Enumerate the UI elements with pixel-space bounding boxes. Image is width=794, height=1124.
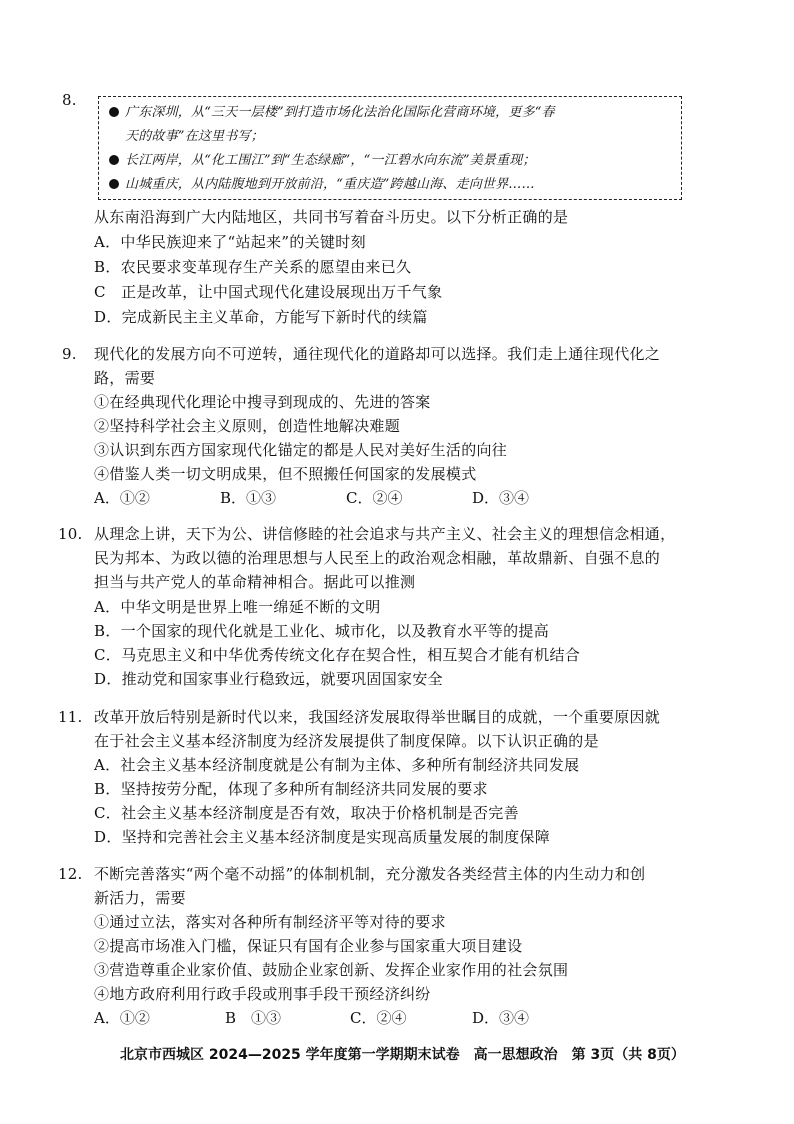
question-12-item-2: ②提高市场准入门槛，保证只有国有企业参与国家重大项目建设 [94,937,523,955]
question-9-stem-line-1: 现代化的发展方向不可逆转，通往现代化的道路却可以选择。我们走上通往现代化之 [94,345,661,363]
question-8-stem: 从东南沿海到广大内陆地区，共同书写着奋斗历史。以下分析正确的是 [94,208,569,226]
question-9-item-1: ①在经典现代化理论中搜寻到现成的、先进的答案 [94,393,431,411]
question-12-option-c: C．②④ [350,1009,407,1027]
bullet-dot-icon [109,107,119,117]
question-10-option-b: B．一个国家的现代化就是工业化、城市化，以及教育水平等的提高 [94,622,550,640]
question-8-material-box [98,96,682,200]
question-10-option-c: C．马克思主义和中华优秀传统文化存在契合性，相互契合才能有机结合 [94,646,581,664]
question-9-stem-line-2: 路，需要 [94,369,156,387]
question-12-stem-line-2: 新活力，需要 [94,889,186,907]
question-9-item-2: ②坚持科学社会主义原则，创造性地解决难题 [94,417,401,435]
question-12-item-3: ③营造尊重企业家价值、鼓励企业家创新、发挥企业家作用的社会氛围 [94,961,569,979]
material-bullet-1-cont: 天的故事”在这里书写； [125,129,264,144]
question-11-stem-line-1: 改革开放后特别是新时代以来，我国经济发展取得举世瞩目的成就，一个重要原因就 [94,708,661,726]
question-11-option-d: D．坚持和完善社会主义基本经济制度是实现高质量发展的制度保障 [94,828,551,846]
question-10-stem-line-2: 民为邦本、为政以德的治理思想与人民至上的政治观念相融，革故鼎新、自强不息的 [94,549,661,567]
question-9-item-4: ④借鉴人类一切文明成果，但不照搬任何国家的发展模式 [94,465,477,483]
question-12-option-a: A．①② [94,1009,150,1027]
question-11-option-c: C．社会主义基本经济制度是否有效，取决于价格机制是否完善 [94,804,519,822]
material-bullet-1: 广东深圳，从“三天一层楼”到打造市场化法治化国际化营商环境，更多“春 [109,103,555,123]
material-bullet-3: 山城重庆，从内陆腹地到开放前沿，“重庆造”跨越山海、走向世界…… [109,175,535,195]
question-10-option-d: D．推动党和国家事业行稳致远，就要巩固国家安全 [94,670,443,688]
question-12-item-4: ④地方政府利用行政手段或刑事手段干预经济纠纷 [94,985,431,1003]
question-12-option-b: B ①③ [225,1009,282,1027]
question-8-option-d: D．完成新民主主义革命，方能写下新时代的续篇 [94,308,428,326]
question-11-stem-line-2: 在于社会主义基本经济制度为经济发展提供了制度保障。以下认识正确的是 [94,732,599,750]
question-8-option-b: B．农民要求变革现存生产关系的愿望由来已久 [94,258,412,276]
question-10-stem-line-3: 担当与共产党人的革命精神相合。据此可以推测 [94,573,416,591]
question-12-item-1: ①通过立法，落实对各种所有制经济平等对待的要求 [94,913,446,931]
question-10-number: 10. [58,525,83,543]
question-8-option-a: A．中华民族迎来了“站起来”的关键时刻 [94,233,366,251]
question-12-stem-line-1: 不断完善落实“两个毫不动摇”的体制机制，充分激发各类经营主体的内生动力和创 [94,865,646,883]
question-12-option-d: D．③④ [472,1009,530,1027]
question-9-option-b: B．①③ [220,489,277,507]
material-bullet-2: 长江两岸，从“化工围江”到“生态绿廊”，“一江碧水向东流”美景重现； [109,151,536,171]
question-10-option-a: A．中华文明是世界上唯一绵延不断的文明 [94,598,381,616]
bullet-dot-icon [109,179,119,189]
bullet-dot-icon [109,155,119,165]
question-11-option-a: A．社会主义基本经济制度就是公有制为主体、多种所有制经济共同发展 [94,756,580,774]
question-10-stem-line-1: 从理念上讲，天下为公、讲信修睦的社会追求与共产主义、社会主义的理想信念相通， [94,525,676,543]
page-footer: 北京市西城区 2024—2025 学年度第一学期期末试卷 高一思想政治 第 3页（共 8页） [120,1047,685,1063]
question-8-number: 8. [62,91,77,109]
question-9-number: 9. [62,345,77,363]
question-11-option-b: B．坚持按劳分配，体现了多种所有制经济共同发展的要求 [94,780,488,798]
question-9-option-a: A．①② [94,489,150,507]
question-9-item-3: ③认识到东西方国家现代化锚定的都是人民对美好生活的向往 [94,441,508,459]
question-9-option-d: D．③④ [472,489,530,507]
question-11-number: 11. [58,708,83,726]
question-9-option-c: C．②④ [346,489,403,507]
question-12-number: 12. [58,865,83,883]
question-8-option-c: C 正是改革，让中国式现代化建设展现出万千气象 [94,283,443,301]
